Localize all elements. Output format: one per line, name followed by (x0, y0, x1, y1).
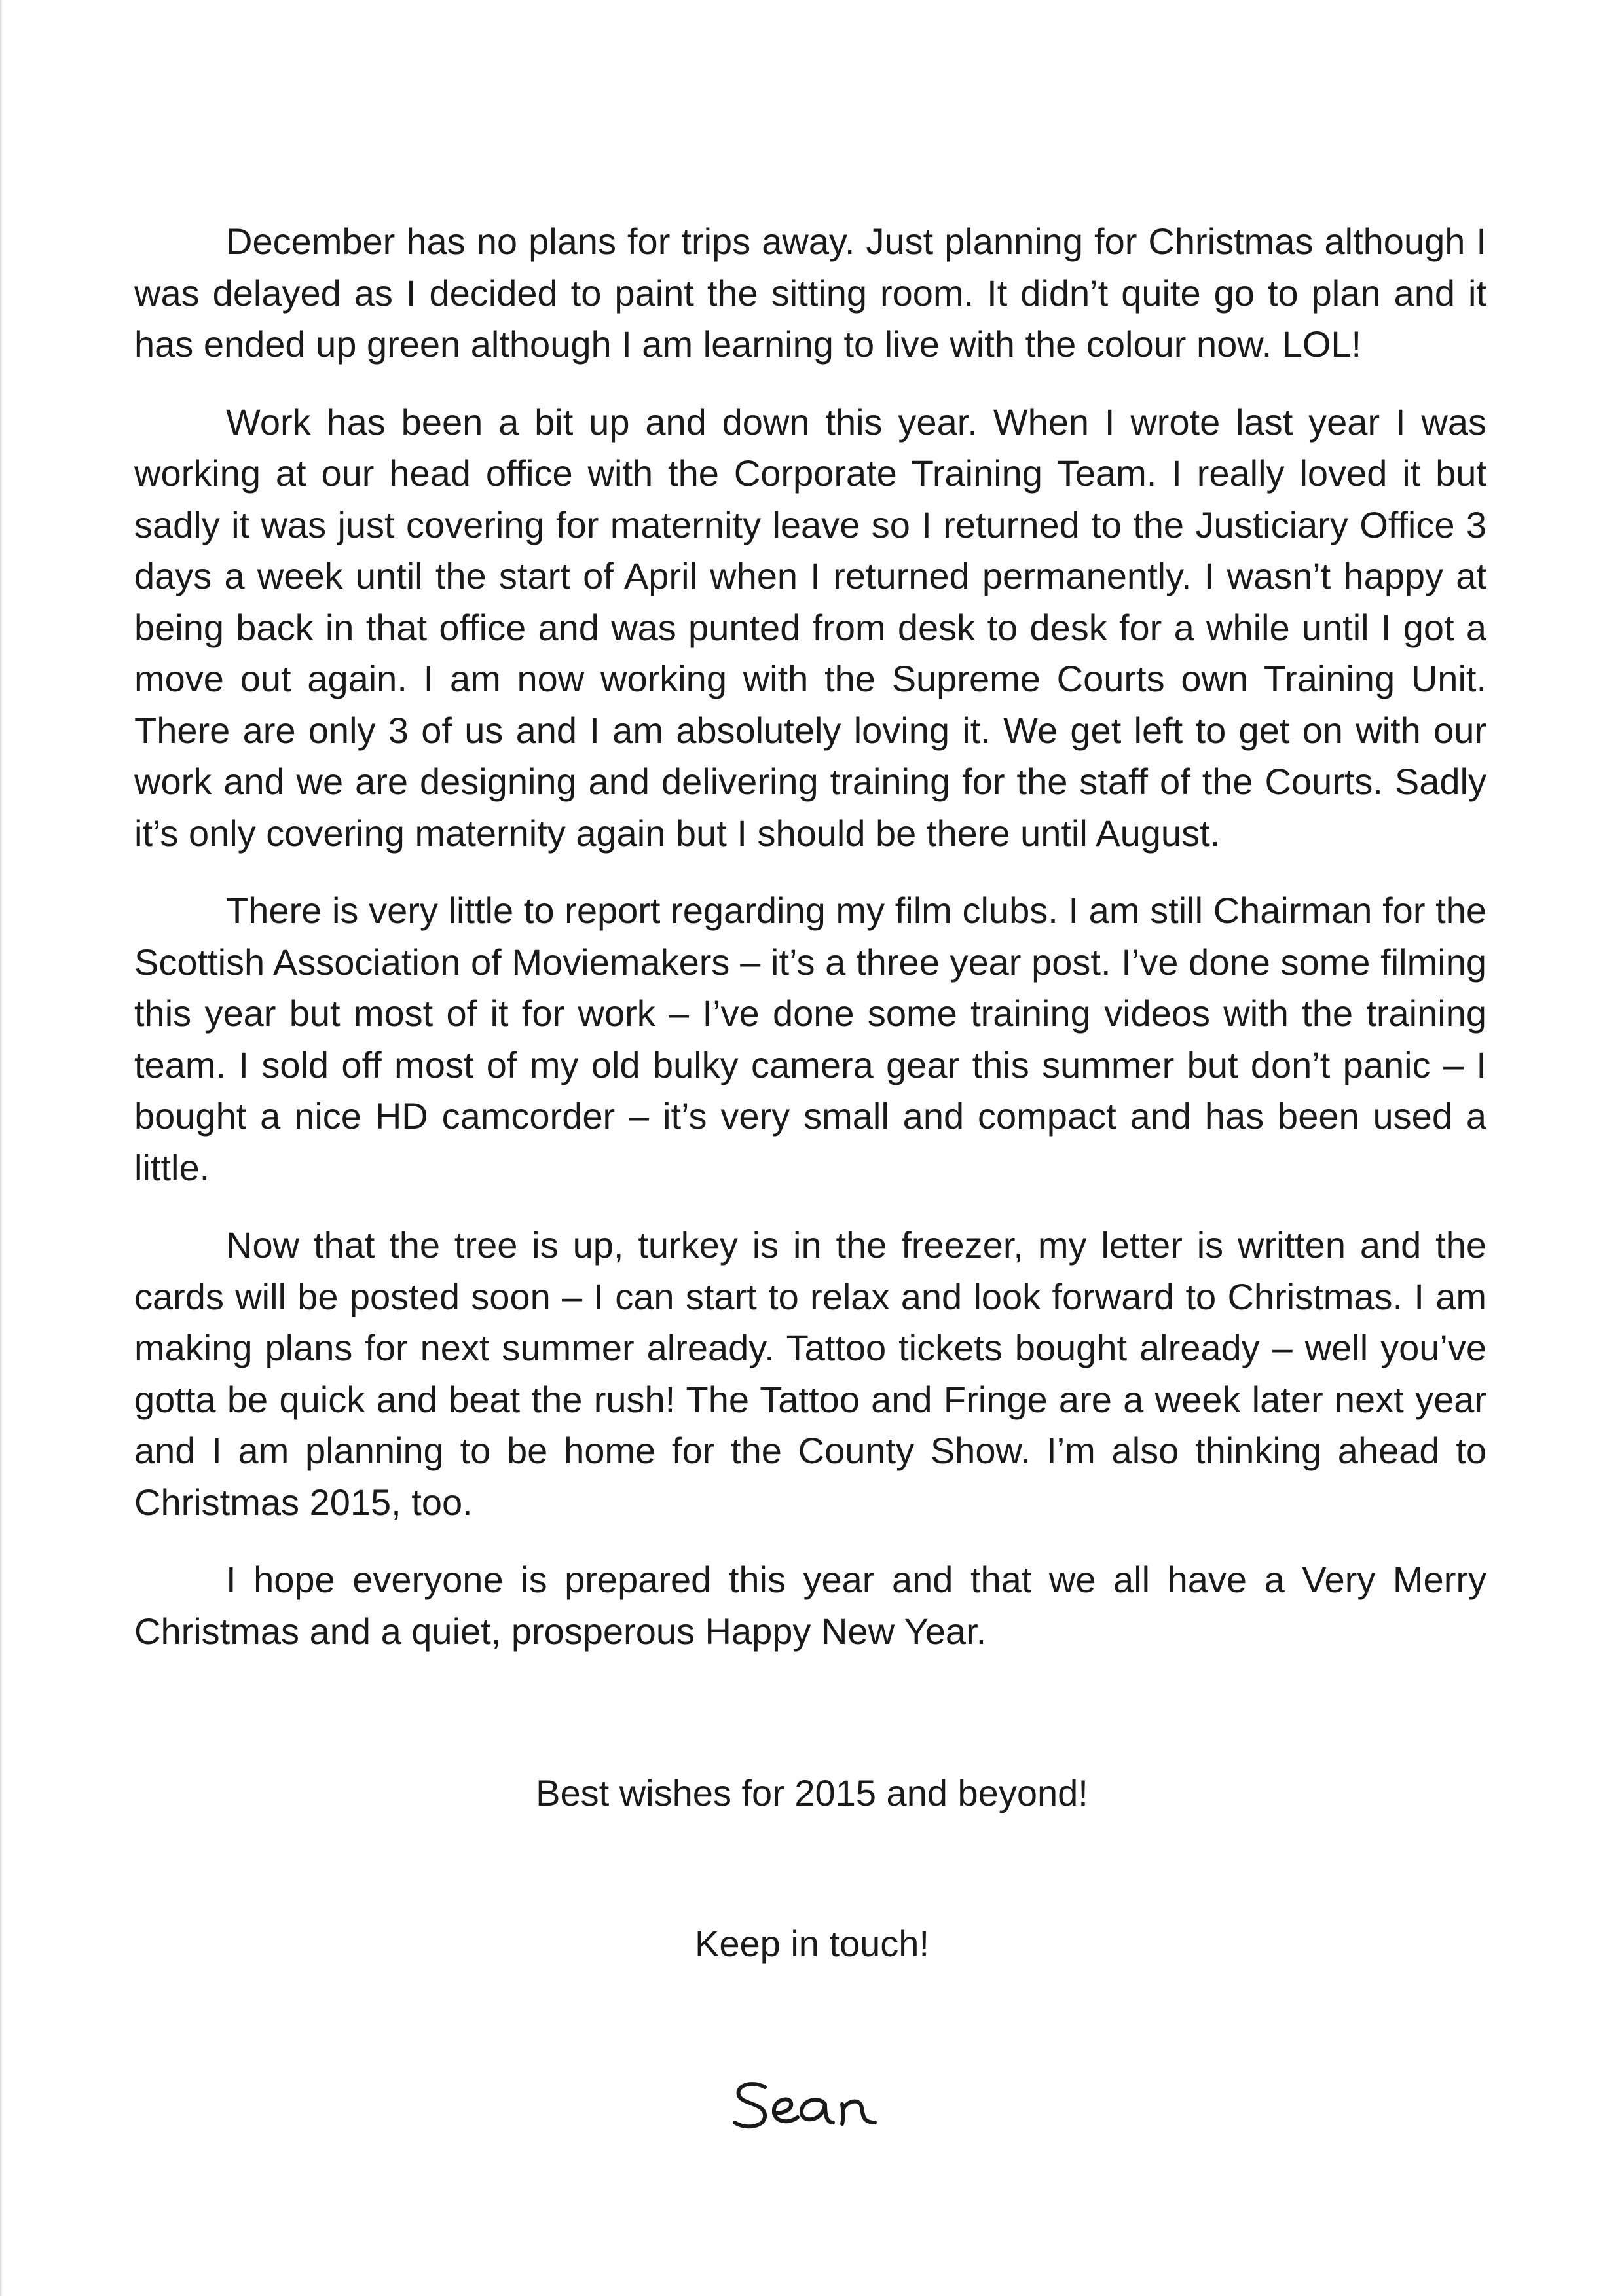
signature (727, 2062, 897, 2147)
paragraph-december: December has no plans for trips away. Just planning for Christmas although I was delayed as I decided to paint the sitting room. It didn’t quite go to plan and it has ended up green although I am learning to live with the colour now. LOL! (134, 221, 1486, 365)
paragraph-work: Work has been a bit up and down this year. When I wrote last year I was working at our head office with the Corporate Training Team. I really loved it but sadly it was just covering for maternity leave so I returned to the Justiciary Office 3 days a week until the start of April when I returned permanently. I wasn’t happy at being back in that office and was punted from desk to desk for a while until I got a move out again. I am now working with the Supreme Courts own Training Unit. There are only 3 of us and I am absolutely loving it. We get left to get on with our work and we are designing and delivering training for the staff of the Courts. Sadly it’s only covering maternity again but I should be there until August. (134, 401, 1486, 854)
letter-body (134, 216, 1486, 1683)
paragraph-christmas-plans: Now that the tree is up, turkey is in the freezer, my letter is written and the cards will be posted soon – I can start to relax and look forward to Christmas. I am making plans for next summer already. Tattoo tickets bought already – well you’ve gotta be quick and beat the rush! The Tattoo and Fringe are a week later next year and I am planning to be home for the County Show. I’m also thinking ahead to Christmas 2015, too. (134, 1224, 1486, 1523)
paragraph-film-clubs: There is very little to report regarding my film clubs. I am still Chairman for the Scottish Association of Moviemakers – it’s a three year post. I’ve done some filming this year but most of it for work – I’ve done some training videos with the training team. I sold off most of my old bulky camera gear this summer but don’t panic – I bought a nice HD camcorder – it’s very small and compact and has been used a little. (134, 890, 1486, 1188)
paragraph-new-year-wishes: I hope everyone is prepared this year and that we all have a Very Merry Christmas and a quiet, prosperous Happy New Year. (134, 1559, 1486, 1652)
closing-best-wishes: Best wishes for 2015 and beyond! (536, 1772, 1088, 1813)
closing-keep-in-touch: Keep in touch! (694, 1923, 930, 1964)
